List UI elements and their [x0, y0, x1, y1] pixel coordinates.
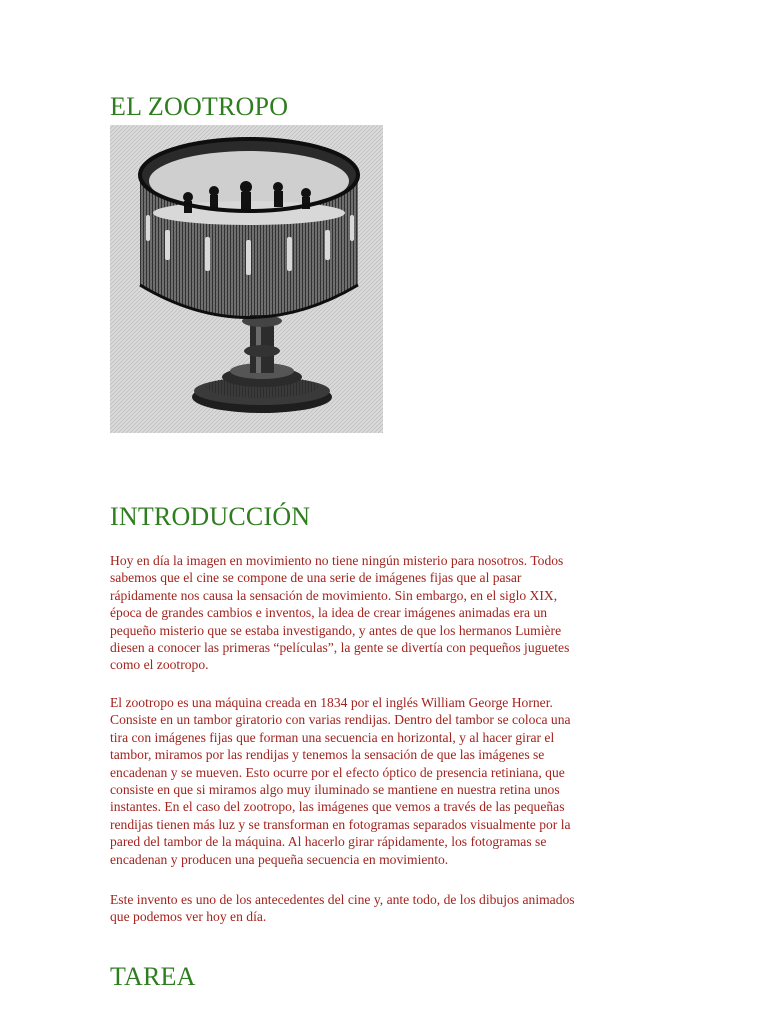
paragraph-line: pequeño misterio que se estaba investigando, y antes de que los hermanos Lumière: [110, 622, 562, 638]
paragraph-line: rendijas tienen más luz y se transforman en fotogramas separados visualmente por la: [110, 816, 571, 832]
paragraph-line: pared del tambor de la máquina. Al hacerlo girar rápidamente, los fotogramas se: [110, 834, 547, 850]
paragraph-line: instantes. En el caso del zootropo, las imágenes que vemos a través de las pequeñas: [110, 799, 565, 815]
paragraph-line: El zootropo es una máquina creada en 1834 por el inglés William George Horner.: [110, 695, 553, 710]
paragraph-line: Hoy en día la imagen en movimiento no tiene ningún misterio para nosotros. Todos: [110, 553, 564, 568]
paragraph-line: diesen a conocer las primeras “películas”, la gente se divertía con pequeños juguetes: [110, 640, 570, 656]
paragraph-conclusion: [110, 891, 640, 926]
paragraph-introduction: [110, 552, 640, 674]
zootrope-illustration: [110, 125, 383, 433]
paragraph-line: encadenan y producen una pequeña secuencia en movimiento.: [110, 851, 449, 867]
zootrope-engraving: [110, 125, 383, 433]
paragraph-line: rápidamente nos causa la sensación de movimiento. Sin embargo, en el siglo XIX,: [110, 587, 558, 603]
document-title: EL ZOOTROPO: [110, 92, 289, 121]
paragraph-line: Consiste en un tambor giratorio con varias rendijas. Dentro del tambor se coloca una: [110, 712, 571, 728]
paragraph-line: sabemos que el cine se compone de una serie de imágenes fijas que al pasar: [110, 570, 522, 586]
paragraph-zootrope-description: [110, 694, 640, 868]
paragraph-line: tambor, miramos por las rendijas y tenemos la sensación de que las imágenes se: [110, 747, 545, 763]
section-heading-tarea: TAREA: [110, 962, 196, 991]
section-heading-introduccion: INTRODUCCIÓN: [110, 502, 311, 531]
paragraph-line: tira con imágenes fijas que forman una secuencia en horizontal, y al hacer girar el: [110, 729, 555, 745]
paragraph-line: época de grandes cambios e inventos, la idea de crear imágenes animadas era un: [110, 605, 548, 621]
paragraph-line: consiste en que si miramos algo muy iluminado se mantiene en nuestra retina unos: [110, 782, 560, 798]
paragraph-line: como el zootropo.: [110, 657, 209, 673]
paragraph-line: encadenan y se mueven. Esto ocurre por el efecto óptico de presencia retiniana, que: [110, 764, 565, 780]
paragraph-line: Este invento es uno de los antecedentes del cine y, ante todo, de los dibujos animados: [110, 892, 575, 907]
paragraph-line: que podemos ver hoy en día.: [110, 909, 267, 925]
